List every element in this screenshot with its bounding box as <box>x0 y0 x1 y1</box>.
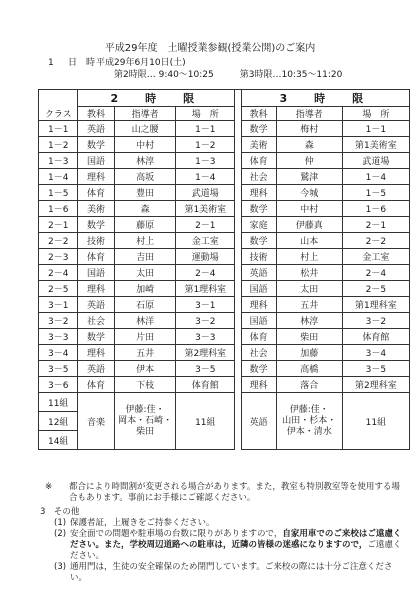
subject-cell: 技術 <box>78 233 114 249</box>
subject-cell: 体育 <box>241 153 276 169</box>
subject-cell: 理科 <box>241 377 276 393</box>
subject-cell: 美術 <box>241 137 276 153</box>
period2-time: … 9:40～10:25 <box>146 70 214 80</box>
teacher-cell: 片田 <box>114 329 176 345</box>
table-row <box>39 345 410 361</box>
place-cell: 第1理科室 <box>176 281 235 297</box>
period2-header: 2 時 限 <box>78 90 235 107</box>
teacher-cell: 中村 <box>114 137 176 153</box>
class-cell: 2－2 <box>39 233 78 249</box>
table-row <box>39 313 410 329</box>
class-cell: 14組 <box>39 431 78 450</box>
teacher-cell: 村上 <box>276 249 342 265</box>
teacher-cell: 松井 <box>276 265 342 281</box>
place-cell: 3－3 <box>176 329 235 345</box>
subject-header: 教科 <box>78 107 114 121</box>
teacher-cell: 伊本 <box>114 361 176 377</box>
subject-cell: 英語 <box>78 121 114 137</box>
teacher-cell: 石原 <box>114 297 176 313</box>
place-cell: 11組 <box>176 393 235 450</box>
place-cell: 1－4 <box>176 169 235 185</box>
teacher-cell: 林淳 <box>114 153 176 169</box>
place-cell: 3－5 <box>342 361 409 377</box>
subject-cell: 英語 <box>241 393 276 450</box>
teacher-cell: 高橋 <box>276 361 342 377</box>
subject-cell: 国語 <box>241 281 276 297</box>
teacher-cell: 藤原 <box>114 217 176 233</box>
place-cell: 2－4 <box>342 265 409 281</box>
class-cell: 2－5 <box>39 281 78 297</box>
period3-header: 3 時 限 <box>241 90 409 107</box>
subject-cell: 数学 <box>78 217 114 233</box>
subject-cell: 数学 <box>241 201 276 217</box>
subject-cell: 英語 <box>78 297 114 313</box>
teacher-cell: 鷲津 <box>276 169 342 185</box>
subject-cell: 社会 <box>241 345 276 361</box>
period2-label: 第2時限 <box>114 70 147 80</box>
class-cell: 1－3 <box>39 153 78 169</box>
class-cell: 11組 <box>39 393 78 412</box>
table-row <box>39 233 410 249</box>
subject-cell: 体育 <box>78 249 114 265</box>
page-title: 平成29年度 土曜授業参観(授業公開)のご案内 <box>104 43 316 54</box>
table-row <box>39 137 410 153</box>
place-cell: 3－4 <box>342 345 409 361</box>
place-cell: 金工室 <box>342 249 409 265</box>
place-cell: 第1美術室 <box>176 201 235 217</box>
teacher-cell: 村上 <box>114 233 176 249</box>
subject-cell: 理科 <box>78 345 114 361</box>
teacher-cell: 五井 <box>114 345 176 361</box>
other-items-list <box>54 518 406 584</box>
teacher-cell: 伊藤真 <box>276 217 342 233</box>
teacher-cell: 太田 <box>276 281 342 297</box>
teacher-cell: 森 <box>114 201 176 217</box>
teacher-cell: 中村 <box>276 201 342 217</box>
class-cell: 1－2 <box>39 137 78 153</box>
teacher-cell: 林淳 <box>276 313 342 329</box>
subject-cell: 理科 <box>78 281 114 297</box>
place-cell: 金工室 <box>176 233 235 249</box>
subject-cell: 理科 <box>241 297 276 313</box>
list-item <box>54 562 406 584</box>
place-cell: 武道場 <box>342 153 409 169</box>
subject-header: 教科 <box>241 107 276 121</box>
table-row <box>39 297 410 313</box>
teacher-cell: 梅村 <box>276 121 342 137</box>
place-cell: 3－2 <box>342 313 409 329</box>
place-cell: 2－2 <box>342 233 409 249</box>
class-cell: 3－6 <box>39 377 78 393</box>
teacher-cell: 柴田 <box>276 329 342 345</box>
subject-cell: 社会 <box>241 169 276 185</box>
note-mark: ※ <box>45 482 53 492</box>
class-cell: 1－1 <box>39 121 78 137</box>
subject-cell: 家庭 <box>241 217 276 233</box>
class-cell: 3－2 <box>39 313 78 329</box>
table-row <box>39 201 410 217</box>
section-number: 1 <box>48 58 54 68</box>
class-cell: 3－1 <box>39 297 78 313</box>
place-cell: 2－4 <box>176 265 235 281</box>
place-cell: 体育館 <box>342 329 409 345</box>
place-cell: 1－1 <box>176 121 235 137</box>
subject-cell: 数学 <box>241 361 276 377</box>
subject-cell: 理科 <box>78 169 114 185</box>
teacher-cell: 五井 <box>276 297 342 313</box>
list-item <box>54 529 406 562</box>
class-cell: 1－4 <box>39 169 78 185</box>
place-cell: 3－5 <box>176 361 235 377</box>
subject-cell: 体育 <box>241 329 276 345</box>
item-number: (3) <box>54 562 67 572</box>
place-cell: 第2理科室 <box>176 345 235 361</box>
subject-cell: 英語 <box>241 265 276 281</box>
place-cell: 第2理科室 <box>342 377 409 393</box>
teacher-header: 指導者 <box>276 107 342 121</box>
note-text: 都合により時間割が変更される場合があります。また，教室も特別教室等を使用する場合もあります。事前にお手様にご確認ください。 <box>69 482 400 503</box>
subject-cell: 体育 <box>78 185 114 201</box>
teacher-cell: 仲 <box>276 153 342 169</box>
table-row <box>39 377 410 393</box>
place-cell: 3－1 <box>176 297 235 313</box>
class-cell: 3－4 <box>39 345 78 361</box>
place-cell: 1－2 <box>176 137 235 153</box>
place-cell: 1－3 <box>176 153 235 169</box>
place-cell: 体育館 <box>176 377 235 393</box>
place-cell: 3－2 <box>176 313 235 329</box>
subject-cell: 技術 <box>241 249 276 265</box>
teacher-cell: 高坂 <box>114 169 176 185</box>
table-row <box>39 121 410 137</box>
item-number: (2) <box>54 529 67 539</box>
period3-time: …10:35～11:20 <box>272 70 343 80</box>
table-row <box>39 329 410 345</box>
list-item <box>54 518 406 529</box>
table-row <box>39 169 410 185</box>
item-number: (1) <box>54 518 67 528</box>
teacher-cell: 山之腰 <box>114 121 176 137</box>
place-cell: 第1美術室 <box>342 137 409 153</box>
table-row <box>39 153 410 169</box>
place-cell: 第1理科室 <box>342 297 409 313</box>
other-heading: 3 その他 <box>40 507 80 517</box>
subject-cell: 美術 <box>78 201 114 217</box>
table-row <box>39 185 410 201</box>
subject-cell: 理科 <box>241 185 276 201</box>
table-row <box>39 217 410 233</box>
class-cell: 3－3 <box>39 329 78 345</box>
place-header: 場 所 <box>176 107 235 121</box>
event-date: 平成29年6月10日(土) <box>96 58 186 68</box>
place-cell: 1－5 <box>342 185 409 201</box>
teacher-cell: 豊田 <box>114 185 176 201</box>
teacher-cell: 吉田 <box>114 249 176 265</box>
teacher-cell: 今城 <box>276 185 342 201</box>
schedule-table <box>38 89 410 450</box>
schedule-note <box>45 482 405 504</box>
teacher-cell: 伊藤:佳・ 岡本・石崎・ 柴田 <box>114 393 176 450</box>
datetime-section <box>48 57 342 81</box>
place-header: 場 所 <box>342 107 409 121</box>
subject-cell: 数学 <box>241 121 276 137</box>
item-text: ご遠慮ください。 <box>70 540 402 561</box>
subject-cell: 数学 <box>78 137 114 153</box>
table-subheader-row <box>39 107 410 121</box>
table-row <box>39 361 410 377</box>
class-cell: 1－5 <box>39 185 78 201</box>
class-cell: 2－1 <box>39 217 78 233</box>
place-cell: 2－5 <box>342 281 409 297</box>
period3-label: 第3時限 <box>239 70 273 80</box>
subject-cell: 国語 <box>78 153 114 169</box>
special-class-row <box>39 393 410 412</box>
teacher-cell: 加藤 <box>276 345 342 361</box>
place-cell: 運動場 <box>176 249 235 265</box>
subject-cell: 国語 <box>78 265 114 281</box>
class-cell: 1－6 <box>39 201 78 217</box>
place-cell: 1－1 <box>342 121 409 137</box>
teacher-header: 指導者 <box>114 107 176 121</box>
teacher-cell: 下枝 <box>114 377 176 393</box>
place-cell: 2－1 <box>342 217 409 233</box>
class-cell: 12組 <box>39 412 78 431</box>
teacher-cell: 加崎 <box>114 281 176 297</box>
subject-cell: 社会 <box>78 313 114 329</box>
table-row <box>39 281 410 297</box>
teacher-cell: 伊藤:佳・ 山田・杉本・ 伊本・清水 <box>276 393 342 450</box>
teacher-cell: 林洋 <box>114 313 176 329</box>
subject-cell: 音楽 <box>78 393 114 450</box>
table-row <box>39 249 410 265</box>
place-cell: 2－1 <box>176 217 235 233</box>
subject-cell: 数学 <box>78 329 114 345</box>
teacher-cell: 森 <box>276 137 342 153</box>
subject-cell: 英語 <box>78 361 114 377</box>
item-text: 保護者証，上履きをご持参ください。 <box>70 518 215 528</box>
table-header-row <box>39 90 410 107</box>
teacher-cell: 落合 <box>276 377 342 393</box>
subject-cell: 数学 <box>241 233 276 249</box>
place-cell: 1－6 <box>342 201 409 217</box>
teacher-cell: 太田 <box>114 265 176 281</box>
item-text: 安全面での問題や駐車場の台数に限りがありますので， <box>70 529 283 539</box>
subject-cell: 体育 <box>78 377 114 393</box>
place-cell: 1－4 <box>342 169 409 185</box>
class-header: クラス <box>39 90 78 121</box>
class-cell: 2－4 <box>39 265 78 281</box>
subject-cell: 国語 <box>241 313 276 329</box>
table-row <box>39 265 410 281</box>
place-cell: 武道場 <box>176 185 235 201</box>
teacher-cell: 山本 <box>276 233 342 249</box>
class-cell: 3－5 <box>39 361 78 377</box>
item-text: 通用門は，生徒の安全確保のため閉門しています。ご来校の際には十分ご注意ください。 <box>70 562 393 583</box>
datetime-label: 日 時 <box>68 58 96 68</box>
item-emphasis: 自家用車でのご来校はご遠慮ください。また，学校周辺道路への駐車は，近隣の皆様の迷惑になりますので， <box>70 529 402 550</box>
place-cell: 11組 <box>342 393 409 450</box>
class-cell: 2－3 <box>39 249 78 265</box>
